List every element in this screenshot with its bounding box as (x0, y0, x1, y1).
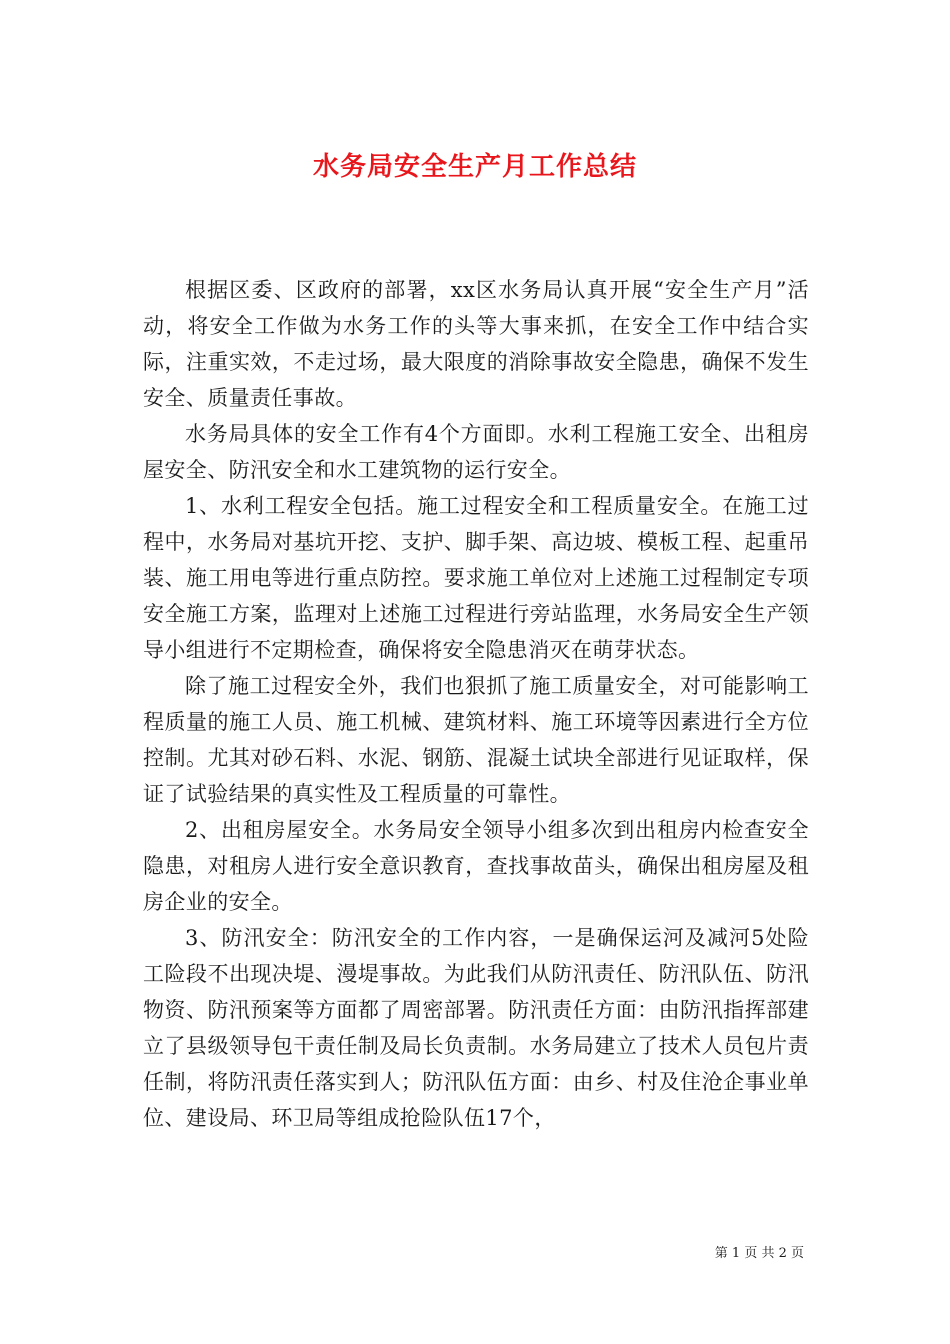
paragraph-quality-safety: 除了施工过程安全外，我们也狠抓了施工质量安全，对可能影响工程质量的施工人员、施工机械、建筑材料、施工环境等因素进行全方位控制。尤其对砂石料、水泥、钢筋、混凝土试块全部进行见证取样，保证了试验结果的真实性及工程质量的可靠性。 (143, 674, 809, 806)
paragraph-flood-safety: 3、防汛安全：防汛安全的工作内容，一是确保运河及减河5处险工险段不出现决堤、漫堤事故。为此我们从防汛责任、防汛队伍、防汛物资、防汛预案等方面都了周密部署。防汛责任方面：由防汛指挥部建立了县级领导包干责任制及局长负责制。水务局建立了技术人员包片责任制，将防汛责任落实到人；防汛队伍方面：由乡、村及住沧企事业单位、建设局、环卫局等组成抢险队伍17个， (143, 926, 809, 1130)
paragraph-overview: 水务局具体的安全工作有4个方面即。水利工程施工安全、出租房屋安全、防汛安全和水工建筑物的运行安全。 (143, 422, 809, 482)
page-title: 水务局安全生产月工作总结 (312, 152, 637, 183)
paragraph-intro: 根据区委、区政府的部署，xx区水务局认真开展“安全生产月”活动，将安全工作做为水务工作的头等大事来抓，在安全工作中结合实际，注重实效，不走过场，最大限度的消除事故安全隐患，确保不发生安全、质量责任事故。 (143, 278, 809, 410)
paragraph-rental-safety: 2、出租房屋安全。水务局安全领导小组多次到出租房内检查安全隐患，对租房人进行安全意识教育，查找事故苗头，确保出租房屋及租房企业的安全。 (143, 818, 809, 914)
paragraph-engineering-safety: 1、水利工程安全包括。施工过程安全和工程质量安全。在施工过程中，水务局对基坑开挖、支护、脚手架、高边坡、模板工程、起重吊装、施工用电等进行重点防控。要求施工单位对上述施工过程制定专项安全施工方案，监理对上述施工过程进行旁站监理，水务局安全生产领导小组进行不定期检查，确保将安全隐患消灭在萌芽状态。 (143, 494, 809, 662)
page-number: 第 1 页 共 2 页 (714, 1246, 804, 1261)
document-body (143, 272, 809, 1136)
